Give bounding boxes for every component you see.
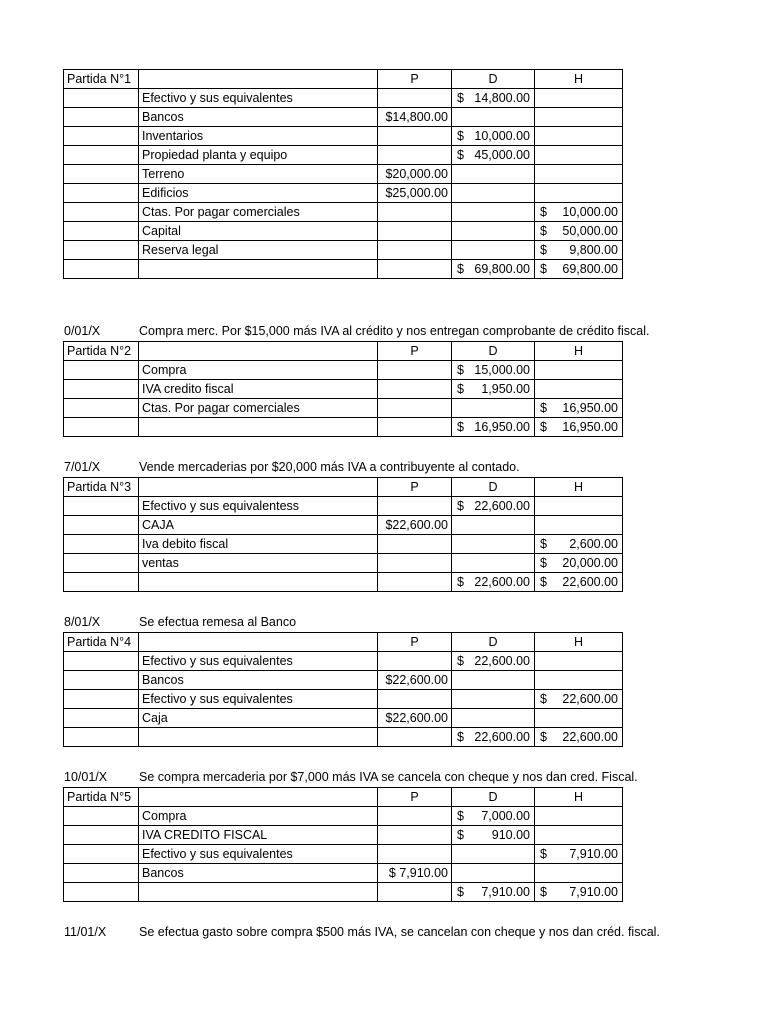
credit-amount <box>535 671 623 690</box>
partial-amount <box>378 807 452 826</box>
partial-amount <box>378 146 452 165</box>
credit-amount <box>535 399 623 418</box>
account-name: Inventarios <box>139 127 378 146</box>
row-date-cell <box>64 807 139 826</box>
column-header-p: P <box>378 342 452 361</box>
credit-amount <box>535 241 623 260</box>
table-row <box>64 554 623 573</box>
account-name: Ctas. Por pagar comerciales <box>139 203 378 222</box>
account-name: Bancos <box>139 864 378 883</box>
credit-total <box>535 728 623 747</box>
entry-date: 11/01/X <box>64 925 107 939</box>
currency-symbol: $ <box>457 91 464 105</box>
partial-amount <box>378 535 452 554</box>
debit-amount <box>452 108 535 127</box>
partial-amount: $ 7,910.00 <box>378 864 452 883</box>
credit-total <box>535 260 623 279</box>
currency-symbol: $ <box>457 730 464 744</box>
partial-amount <box>378 127 452 146</box>
debit-amount <box>452 826 535 845</box>
partial-amount <box>378 690 452 709</box>
table-row <box>64 807 623 826</box>
debit-amount <box>452 690 535 709</box>
header-row <box>64 478 623 497</box>
row-date-cell <box>64 671 139 690</box>
account-name <box>139 883 378 902</box>
journal-table <box>63 477 623 592</box>
debit-amount <box>452 241 535 260</box>
amount: 10,000.00 <box>474 129 530 143</box>
currency-symbol: $ <box>457 575 464 589</box>
partida-title: Partida N°2 <box>64 342 139 361</box>
table-row <box>64 184 623 203</box>
currency-symbol: $ <box>540 420 547 434</box>
account-header <box>139 788 378 807</box>
credit-amount <box>535 146 623 165</box>
column-header-d: D <box>452 788 535 807</box>
partida-title: Partida N°3 <box>64 478 139 497</box>
debit-amount <box>452 864 535 883</box>
amount: 22,600.00 <box>562 575 618 589</box>
totals-row <box>64 260 623 279</box>
amount: 7,910.00 <box>569 847 618 861</box>
amount: 22,600.00 <box>474 499 530 513</box>
row-date-cell <box>64 146 139 165</box>
partida-title: Partida N°5 <box>64 788 139 807</box>
account-name <box>139 418 378 437</box>
column-header-h: H <box>535 70 623 89</box>
credit-amount <box>535 165 623 184</box>
row-date-cell <box>64 516 139 535</box>
entry-description-row <box>63 458 623 477</box>
credit-amount <box>535 361 623 380</box>
credit-amount <box>535 127 623 146</box>
table-row <box>64 709 623 728</box>
partial-amount <box>378 554 452 573</box>
account-name: IVA CREDITO FISCAL <box>139 826 378 845</box>
journal-table <box>63 341 623 437</box>
account-name: Propiedad planta y equipo <box>139 146 378 165</box>
table-row <box>64 146 623 165</box>
partial-amount <box>378 241 452 260</box>
account-name: Efectivo y sus equivalentes <box>139 690 378 709</box>
row-date-cell <box>64 361 139 380</box>
account-header <box>139 342 378 361</box>
account-name: Efectivo y sus equivalentes <box>139 652 378 671</box>
debit-amount <box>452 516 535 535</box>
account-name: Edificios <box>139 184 378 203</box>
debit-amount <box>452 361 535 380</box>
table-row <box>64 826 623 845</box>
credit-amount <box>535 709 623 728</box>
table-row <box>64 241 623 260</box>
credit-total <box>535 883 623 902</box>
credit-amount <box>535 203 623 222</box>
debit-amount <box>452 165 535 184</box>
column-header-d: D <box>452 70 535 89</box>
row-date-cell <box>64 260 139 279</box>
credit-amount <box>535 380 623 399</box>
partial-amount <box>378 203 452 222</box>
partial-amount <box>378 728 452 747</box>
partida-title: Partida N°4 <box>64 633 139 652</box>
table-row <box>64 845 623 864</box>
column-header-d: D <box>452 633 535 652</box>
currency-symbol: $ <box>540 692 547 706</box>
table-row <box>64 165 623 184</box>
amount: 7,910.00 <box>481 885 530 899</box>
currency-symbol: $ <box>457 828 464 842</box>
partida-block-5 <box>63 768 638 902</box>
account-name: Terreno <box>139 165 378 184</box>
partial-amount <box>378 573 452 592</box>
credit-amount <box>535 826 623 845</box>
account-name: Efectivo y sus equivalentes <box>139 89 378 108</box>
entry-description: Compra merc. Por $15,000 más IVA al crédito y nos entregan comprobante de crédito fiscal. <box>139 324 650 338</box>
currency-symbol: $ <box>540 556 547 570</box>
currency-symbol: $ <box>540 885 547 899</box>
partida-title: Partida N°1 <box>64 70 139 89</box>
credit-amount <box>535 535 623 554</box>
account-name <box>139 573 378 592</box>
amount: 16,950.00 <box>562 420 618 434</box>
entry-description: Vende mercaderias por $20,000 más IVA a contribuyente al contado. <box>139 460 520 474</box>
table-row <box>64 361 623 380</box>
entry-date: 0/01/X <box>64 324 101 338</box>
column-header-h: H <box>535 633 623 652</box>
amount: 50,000.00 <box>562 224 618 238</box>
credit-amount <box>535 807 623 826</box>
table-row <box>64 127 623 146</box>
row-date-cell <box>64 690 139 709</box>
account-name: Reserva legal <box>139 241 378 260</box>
entry-description-row <box>63 322 650 341</box>
account-header <box>139 478 378 497</box>
amount: 7,000.00 <box>481 809 530 823</box>
table-row <box>64 690 623 709</box>
entry-description: Se efectua gasto sobre compra $500 más IVA, se cancelan con cheque y nos dan créd. fiscal. <box>139 925 660 939</box>
credit-amount <box>535 497 623 516</box>
currency-symbol: $ <box>457 499 464 513</box>
row-date-cell <box>64 864 139 883</box>
currency-symbol: $ <box>457 382 464 396</box>
currency-symbol: $ <box>540 205 547 219</box>
currency-symbol: $ <box>540 224 547 238</box>
currency-symbol: $ <box>540 537 547 551</box>
debit-total <box>452 883 535 902</box>
row-date-cell <box>64 165 139 184</box>
amount: 22,600.00 <box>474 654 530 668</box>
currency-symbol: $ <box>457 420 464 434</box>
row-date-cell <box>64 573 139 592</box>
amount: 69,800.00 <box>562 262 618 276</box>
currency-symbol: $ <box>540 575 547 589</box>
account-name: Iva debito fiscal <box>139 535 378 554</box>
account-name: Efectivo y sus equivalentess <box>139 497 378 516</box>
column-header-d: D <box>452 478 535 497</box>
amount: 22,600.00 <box>562 730 618 744</box>
credit-amount <box>535 184 623 203</box>
amount: 45,000.00 <box>474 148 530 162</box>
credit-amount <box>535 89 623 108</box>
amount: 2,600.00 <box>569 537 618 551</box>
column-header-d: D <box>452 342 535 361</box>
amount: 9,800.00 <box>569 243 618 257</box>
totals-row <box>64 883 623 902</box>
debit-total <box>452 260 535 279</box>
partial-amount <box>378 826 452 845</box>
debit-amount <box>452 652 535 671</box>
account-name: Caja <box>139 709 378 728</box>
partial-amount: $22,600.00 <box>378 709 452 728</box>
entry-date: 7/01/X <box>64 460 101 474</box>
column-header-p: P <box>378 70 452 89</box>
account-name: ventas <box>139 554 378 573</box>
debit-amount <box>452 89 535 108</box>
totals-row <box>64 573 623 592</box>
table-row <box>64 222 623 241</box>
currency-symbol: $ <box>457 148 464 162</box>
table-row <box>64 399 623 418</box>
currency-symbol: $ <box>540 243 547 257</box>
amount: 1,950.00 <box>481 382 530 396</box>
partial-amount <box>378 89 452 108</box>
currency-symbol: $ <box>540 847 547 861</box>
row-date-cell <box>64 222 139 241</box>
row-date-cell <box>64 652 139 671</box>
header-row <box>64 342 623 361</box>
row-date-cell <box>64 127 139 146</box>
row-date-cell <box>64 826 139 845</box>
header-row <box>64 633 623 652</box>
credit-total <box>535 418 623 437</box>
amount: 16,950.00 <box>562 401 618 415</box>
partial-amount <box>378 845 452 864</box>
debit-total <box>452 573 535 592</box>
debit-amount <box>452 497 535 516</box>
partial-amount <box>378 260 452 279</box>
row-date-cell <box>64 89 139 108</box>
debit-total <box>452 728 535 747</box>
partida-block-3 <box>63 458 623 592</box>
table-row <box>64 864 623 883</box>
entry-description: Se efectua remesa al Banco <box>139 615 297 629</box>
journal-table <box>63 69 623 279</box>
credit-amount <box>535 222 623 241</box>
currency-symbol: $ <box>457 129 464 143</box>
credit-amount <box>535 864 623 883</box>
column-header-p: P <box>378 478 452 497</box>
column-header-p: P <box>378 633 452 652</box>
account-name: Capital <box>139 222 378 241</box>
debit-amount <box>452 380 535 399</box>
entry-date: 8/01/X <box>64 615 101 629</box>
debit-amount <box>452 203 535 222</box>
amount: 16,950.00 <box>474 420 530 434</box>
partial-amount <box>378 222 452 241</box>
debit-amount <box>452 184 535 203</box>
row-date-cell <box>64 108 139 127</box>
row-date-cell <box>64 203 139 222</box>
account-name: Ctas. Por pagar comerciales <box>139 399 378 418</box>
credit-amount <box>535 690 623 709</box>
entry-description-row <box>63 768 638 787</box>
partial-amount <box>378 652 452 671</box>
debit-amount <box>452 807 535 826</box>
table-row <box>64 535 623 554</box>
currency-symbol: $ <box>457 363 464 377</box>
credit-amount <box>535 108 623 127</box>
partial-amount: $22,600.00 <box>378 516 452 535</box>
partida-block-2 <box>63 322 650 437</box>
debit-amount <box>452 535 535 554</box>
account-name: Efectivo y sus equivalentes <box>139 845 378 864</box>
partial-amount <box>378 497 452 516</box>
column-header-p: P <box>378 788 452 807</box>
partial-amount <box>378 883 452 902</box>
account-name: Bancos <box>139 671 378 690</box>
account-name <box>139 728 378 747</box>
debit-total <box>452 418 535 437</box>
table-row <box>64 652 623 671</box>
debit-amount <box>452 146 535 165</box>
currency-symbol: $ <box>457 885 464 899</box>
amount: 910.00 <box>491 828 530 842</box>
totals-row <box>64 728 623 747</box>
credit-amount <box>535 845 623 864</box>
debit-amount <box>452 399 535 418</box>
currency-symbol: $ <box>457 262 464 276</box>
partial-amount: $14,800.00 <box>378 108 452 127</box>
amount: 7,910.00 <box>569 885 618 899</box>
amount: 69,800.00 <box>474 262 530 276</box>
row-date-cell <box>64 883 139 902</box>
row-date-cell <box>64 399 139 418</box>
amount: 22,600.00 <box>474 730 530 744</box>
partial-amount <box>378 361 452 380</box>
row-date-cell <box>64 535 139 554</box>
row-date-cell <box>64 728 139 747</box>
column-header-h: H <box>535 342 623 361</box>
account-name: Bancos <box>139 108 378 127</box>
amount: 15,000.00 <box>474 363 530 377</box>
table-row <box>64 671 623 690</box>
currency-symbol: $ <box>457 654 464 668</box>
debit-amount <box>452 709 535 728</box>
column-header-h: H <box>535 478 623 497</box>
credit-amount <box>535 652 623 671</box>
currency-symbol: $ <box>540 401 547 415</box>
account-header <box>139 70 378 89</box>
account-name: Compra <box>139 361 378 380</box>
amount: 22,600.00 <box>562 692 618 706</box>
currency-symbol: $ <box>457 809 464 823</box>
credit-amount <box>535 516 623 535</box>
table-row <box>64 516 623 535</box>
header-row <box>64 70 623 89</box>
debit-amount <box>452 554 535 573</box>
partial-amount: $22,600.00 <box>378 671 452 690</box>
account-name <box>139 260 378 279</box>
column-header-h: H <box>535 788 623 807</box>
amount: 20,000.00 <box>562 556 618 570</box>
partial-amount: $25,000.00 <box>378 184 452 203</box>
table-row <box>64 108 623 127</box>
journal-table <box>63 632 623 747</box>
debit-amount <box>452 222 535 241</box>
table-row <box>64 380 623 399</box>
row-date-cell <box>64 709 139 728</box>
account-header <box>139 633 378 652</box>
journal-table <box>63 787 623 902</box>
amount: 22,600.00 <box>474 575 530 589</box>
debit-amount <box>452 671 535 690</box>
entry-date: 10/01/X <box>64 770 108 784</box>
account-name: CAJA <box>139 516 378 535</box>
table-row <box>64 497 623 516</box>
amount: 10,000.00 <box>562 205 618 219</box>
entry-description: Se compra mercaderia por $7,000 más IVA se cancela con cheque y nos dan cred. Fiscal. <box>139 770 638 784</box>
partial-amount <box>378 380 452 399</box>
debit-amount <box>452 127 535 146</box>
debit-amount <box>452 845 535 864</box>
amount: 14,800.00 <box>474 91 530 105</box>
partida-block-4 <box>63 613 623 747</box>
row-date-cell <box>64 418 139 437</box>
currency-symbol: $ <box>540 262 547 276</box>
table-row <box>64 203 623 222</box>
row-date-cell <box>64 184 139 203</box>
row-date-cell <box>64 845 139 864</box>
row-date-cell <box>64 380 139 399</box>
row-date-cell <box>64 241 139 260</box>
row-date-cell <box>64 497 139 516</box>
header-row <box>64 788 623 807</box>
credit-total <box>535 573 623 592</box>
partial-amount: $20,000.00 <box>378 165 452 184</box>
partial-amount <box>378 399 452 418</box>
currency-symbol: $ <box>540 730 547 744</box>
totals-row <box>64 418 623 437</box>
row-date-cell <box>64 554 139 573</box>
partida-block-1 <box>63 69 623 279</box>
credit-amount <box>535 554 623 573</box>
table-row <box>64 89 623 108</box>
partial-amount <box>378 418 452 437</box>
entry-description-row <box>63 613 623 632</box>
account-name: Compra <box>139 807 378 826</box>
account-name: IVA credito fiscal <box>139 380 378 399</box>
